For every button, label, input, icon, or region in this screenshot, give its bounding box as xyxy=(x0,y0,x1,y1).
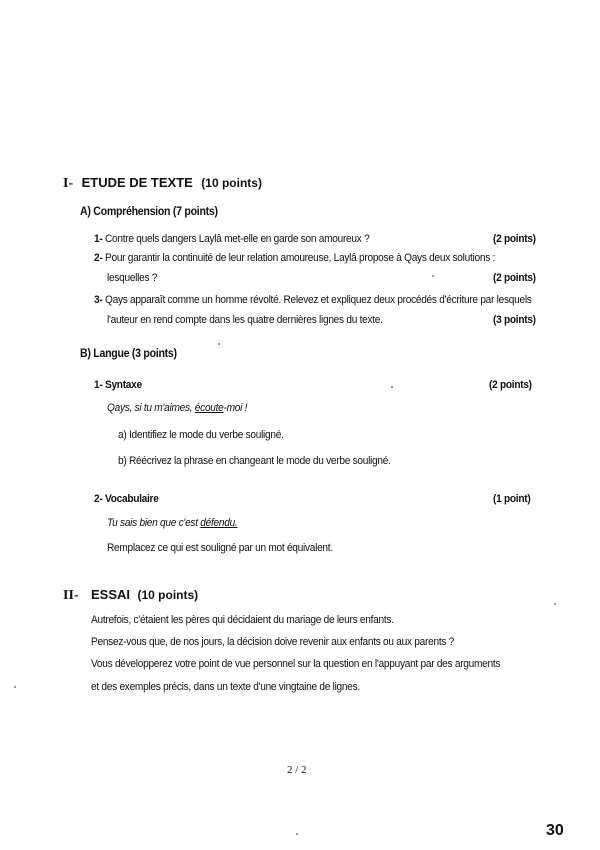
q2-points: (2 points) xyxy=(493,272,536,284)
syntaxe-quote-post: -moi ! xyxy=(223,402,248,414)
section1-heading xyxy=(63,174,262,192)
q3-points: (3 points) xyxy=(493,314,536,326)
section2-points: (10 points) xyxy=(137,588,199,602)
partB-heading: B) Langue (3 points) xyxy=(80,348,177,360)
scan-speck xyxy=(554,603,556,605)
q2-text-line1: Pour garantir la continuité de leur relation amoureuse, Laylâ propose à Qays deux solutions : xyxy=(104,252,496,264)
corner-page-number: 30 xyxy=(546,822,564,839)
vocabulaire-heading: 2- Vocabulaire xyxy=(94,493,159,505)
vocabulaire-quote xyxy=(107,517,237,529)
scan-speck xyxy=(432,275,434,277)
section1-title: ETUDE DE TEXTE xyxy=(81,175,193,190)
q3-text-line2: l'auteur en rend compte dans les quatre dernières lignes du texte. xyxy=(107,314,383,326)
q1-text: Contre quels dangers Laylâ met-elle en garde son amoureux ? xyxy=(104,233,370,245)
partA-heading: A) Compréhension (7 points) xyxy=(80,206,218,218)
scan-speck xyxy=(391,386,393,388)
essay-line-3: Vous développerez votre point de vue personnel sur la question en l'appuyant par des arguments xyxy=(91,658,501,670)
q2-number: 2- xyxy=(94,252,103,264)
syntaxe-question-a: a) Identifiez le mode du verbe souligné. xyxy=(118,429,284,441)
question-2-line1 xyxy=(94,252,495,264)
essay-line-4: et des exemples précis, dans un texte d'une vingtaine de lignes. xyxy=(91,681,360,693)
syntaxe-points: (2 points) xyxy=(489,379,532,391)
q1-number: 1- xyxy=(94,233,103,245)
syntaxe-heading: 1- Syntaxe xyxy=(94,379,142,391)
question-3-line1 xyxy=(94,294,532,306)
q3-number: 3- xyxy=(94,294,103,306)
section1-numeral: I- xyxy=(63,176,74,191)
vocabulaire-underlined-word: défendu. xyxy=(200,517,238,529)
q2-text-line2: lesquelles ? xyxy=(107,272,158,284)
essay-line-2: Pensez-vous que, de nos jours, la décision doive revenir aux enfants ou aux parents ? xyxy=(91,636,455,648)
vocabulaire-instruction: Remplacez ce qui est souligné par un mot équivalent. xyxy=(107,542,333,554)
vocabulaire-points: (1 point) xyxy=(493,493,531,505)
essay-line-1: Autrefois, c'étaient les pères qui décidaient du mariage de leurs enfants. xyxy=(91,614,394,626)
syntaxe-underlined-verb: écoute xyxy=(194,402,224,414)
page-indicator: 2 / 2 xyxy=(287,764,307,776)
scan-speck xyxy=(218,343,220,345)
q1-points: (2 points) xyxy=(493,233,536,245)
scan-speck xyxy=(296,833,298,835)
q3-text-line1: Qays apparaît comme un homme révolté. Relevez et expliquez deux procédés d'écriture par lesquels xyxy=(104,294,532,306)
scan-speck xyxy=(14,686,16,688)
section2-heading xyxy=(63,586,198,604)
question-1 xyxy=(94,233,369,245)
section1-points: (10 points) xyxy=(201,176,262,190)
syntaxe-question-b: b) Réécrivez la phrase en changeant le mode du verbe souligné. xyxy=(118,455,391,467)
vocabulaire-quote-pre: Tu sais bien que c'est xyxy=(107,517,201,529)
section2-title: ESSAI xyxy=(91,587,131,602)
syntaxe-quote xyxy=(107,402,247,414)
section2-numeral: II- xyxy=(63,588,79,603)
syntaxe-quote-pre: Qays, si tu m'aimes, xyxy=(107,402,195,414)
